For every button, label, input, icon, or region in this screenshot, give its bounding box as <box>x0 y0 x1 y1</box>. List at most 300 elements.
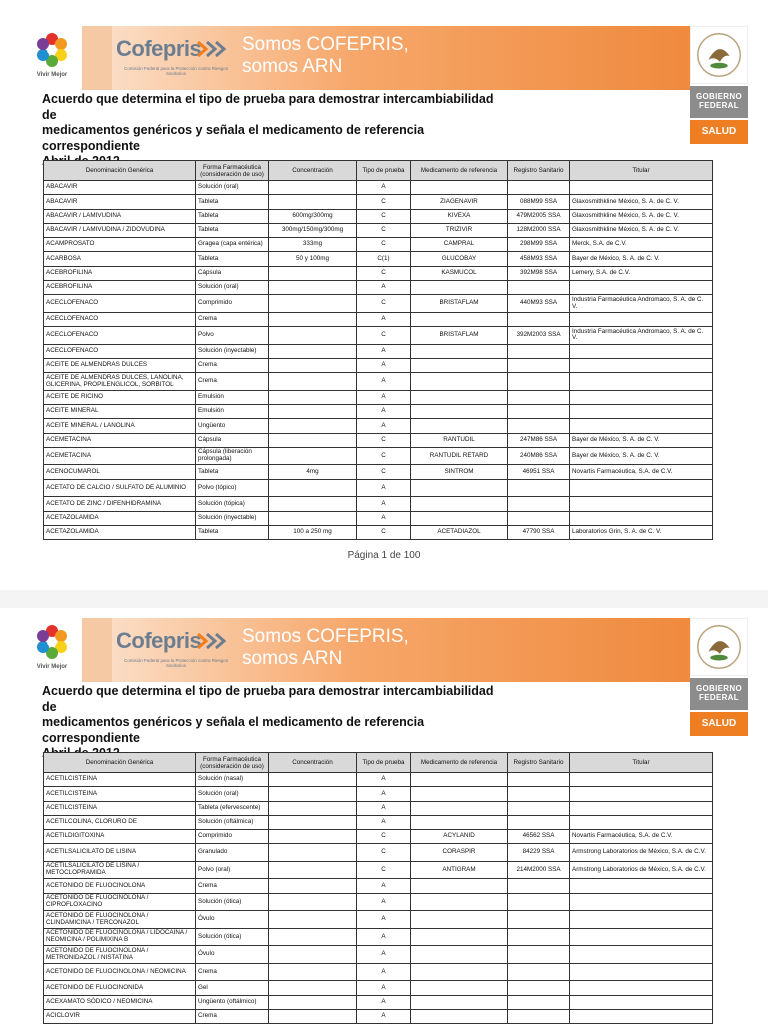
reference-drug-cell: BRISTAFLAM <box>411 327 508 345</box>
test-type-cell: A <box>357 511 411 525</box>
concentration-cell <box>269 195 357 209</box>
test-type-cell: A <box>357 801 411 815</box>
concentration-cell: 333mg <box>269 238 357 252</box>
cofepris-name: Cofepris <box>116 628 202 653</box>
generic-name-cell: ACETAZOLAMIDA <box>44 525 196 539</box>
holder-cell: Novartis Farmacéutica, S.A. de C.V. <box>570 830 713 844</box>
test-type-cell: A <box>357 815 411 829</box>
sanitary-registry-cell: 46562 SSA <box>508 830 570 844</box>
test-type-cell: C <box>357 195 411 209</box>
cofepris-banner <box>82 618 690 682</box>
holder-cell: Bayer de México, S. A. de C. V. <box>570 252 713 266</box>
column-header: Registro Sanitario <box>508 161 570 181</box>
reference-drug-cell <box>411 787 508 801</box>
generic-name-cell: ABACAVIR <box>44 181 196 195</box>
dosage-form-cell: Crema <box>196 312 269 326</box>
column-header: Denominación Genérica <box>44 753 196 773</box>
holder-cell: Bayer de México, S. A. de C. V. <box>570 433 713 447</box>
sanitary-registry-cell <box>508 312 570 326</box>
table-row <box>44 773 713 787</box>
holder-cell: Armstrong Laboratorios de México, S.A. de C.V. <box>570 844 713 862</box>
dosage-form-cell: Tableta <box>196 223 269 237</box>
slogan: Somos COFEPRIS, somos ARN <box>242 626 409 669</box>
holder-cell <box>570 963 713 981</box>
generic-name-cell: ACAMPROSATO <box>44 238 196 252</box>
reference-drug-cell: ACYLANID <box>411 830 508 844</box>
dosage-form-cell: Cápsula <box>196 266 269 280</box>
dosage-form-cell: Solución (oral) <box>196 181 269 195</box>
table-row <box>44 238 713 252</box>
concentration-cell <box>269 405 357 419</box>
generic-name-cell: ACETATO DE CALCIO / SULFATO DE ALUMINIO <box>44 479 196 497</box>
generic-name-cell: ACETONIDO DE FLUOCINOLONA / CIPROFLOXACINO <box>44 893 196 911</box>
holder-cell <box>570 879 713 893</box>
vivir-mejor-logo <box>30 32 74 84</box>
generic-name-cell: ACETONIDO DE FLUOCINONIDA <box>44 981 196 995</box>
generic-name-cell: ACETILCISTEINA <box>44 773 196 787</box>
sanitary-registry-cell <box>508 928 570 946</box>
reference-drug-cell: ANTIGRAM <box>411 861 508 879</box>
holder-cell: Laboratorios Grin, S. A. de C. V. <box>570 525 713 539</box>
concentration-cell <box>269 844 357 862</box>
concentration-cell: 300mg/150mg/300mg <box>269 223 357 237</box>
dosage-form-cell: Solución (tópica) <box>196 497 269 511</box>
dosage-form-cell: Solución (ótica) <box>196 893 269 911</box>
reference-drug-cell <box>411 911 508 929</box>
concentration-cell <box>269 1009 357 1023</box>
coat-of-arms-emblem <box>690 26 748 84</box>
table-row <box>44 266 713 280</box>
reference-drug-cell: ACETADIAZOL <box>411 525 508 539</box>
sanitary-registry-cell <box>508 497 570 511</box>
sanitary-registry-cell <box>508 511 570 525</box>
dosage-form-cell: Comprimido <box>196 295 269 313</box>
column-header: Tipo de prueba <box>357 161 411 181</box>
generic-name-cell: ACENOCUMAROL <box>44 465 196 479</box>
holder-cell <box>570 497 713 511</box>
dosage-form-cell: Polvo (oral) <box>196 861 269 879</box>
reference-drug-cell <box>411 497 508 511</box>
sanitary-registry-cell <box>508 405 570 419</box>
test-type-cell: A <box>357 1009 411 1023</box>
column-header: Forma Farmacéutica (consideración de uso) <box>196 161 269 181</box>
dosage-form-cell: Crema <box>196 963 269 981</box>
reference-drug-cell <box>411 879 508 893</box>
test-type-cell: A <box>357 946 411 964</box>
table-header-row <box>44 161 713 181</box>
concentration-cell <box>269 511 357 525</box>
dosage-form-cell: Granulado <box>196 844 269 862</box>
concentration-cell <box>269 861 357 879</box>
generic-name-cell: ACETILCOLINA, CLORURO DE <box>44 815 196 829</box>
test-type-cell: A <box>357 995 411 1009</box>
sanitary-registry-cell: 46951 SSA <box>508 465 570 479</box>
concentration-cell <box>269 433 357 447</box>
reference-drug-cell <box>411 511 508 525</box>
concentration-cell <box>269 830 357 844</box>
dosage-form-cell: Polvo (tópico) <box>196 479 269 497</box>
reference-drug-cell <box>411 281 508 295</box>
dosage-form-cell: Comprimido <box>196 830 269 844</box>
holder-cell: Bayer de México, S. A. de C. V. <box>570 447 713 465</box>
holder-cell <box>570 405 713 419</box>
generic-name-cell: ACECLOFENACO <box>44 295 196 313</box>
sanitary-registry-cell: 128M2000 SSA <box>508 223 570 237</box>
document-title: Acuerdo que determina el tipo de prueba para demostrar intercambiabilidad de medicamentos genéricos y señala el medicamento de referencia correspondiente <box>42 92 494 153</box>
sanitary-registry-cell <box>508 181 570 195</box>
concentration-cell <box>269 479 357 497</box>
dosage-form-cell: Tableta <box>196 252 269 266</box>
table-row <box>44 525 713 539</box>
test-type-cell: A <box>357 344 411 358</box>
dosage-form-cell: Cápsula (liberación prolongada) <box>196 447 269 465</box>
concentration-cell <box>269 946 357 964</box>
concentration-cell <box>269 447 357 465</box>
cofepris-arrows-icon <box>196 40 228 58</box>
table-row <box>44 879 713 893</box>
cofepris-logo <box>112 622 234 678</box>
reference-drug-cell <box>411 893 508 911</box>
table-row <box>44 861 713 879</box>
cofepris-arrows-icon <box>196 632 228 650</box>
gobierno-federal-label: GOBIERNO FEDERAL <box>690 86 748 118</box>
flower-logo-icon <box>34 624 70 660</box>
test-type-cell: A <box>357 405 411 419</box>
sanitary-registry-cell <box>508 344 570 358</box>
holder-cell <box>570 911 713 929</box>
sanitary-registry-cell <box>508 281 570 295</box>
medications-table <box>43 160 713 540</box>
test-type-cell: A <box>357 787 411 801</box>
reference-drug-cell: ZIAGENAVIR <box>411 195 508 209</box>
table-row <box>44 209 713 223</box>
sanitary-registry-cell: 440M93 SSA <box>508 295 570 313</box>
eagle-emblem-icon <box>691 619 747 675</box>
table-row <box>44 963 713 981</box>
table-row <box>44 981 713 995</box>
dosage-form-cell: Tableta <box>196 195 269 209</box>
dosage-form-cell: Emulsión <box>196 390 269 404</box>
table-row <box>44 911 713 929</box>
vivir-mejor-text: Vivir Mejor <box>36 72 68 78</box>
concentration-cell <box>269 419 357 433</box>
test-type-cell: C <box>357 861 411 879</box>
holder-cell: Industria Farmacéutica Andromaco, S. A. de C. V. <box>570 327 713 345</box>
sanitary-registry-cell <box>508 373 570 391</box>
dosage-form-cell: Tableta <box>196 525 269 539</box>
sanitary-registry-cell <box>508 815 570 829</box>
reference-drug-cell: RANTUDIL <box>411 433 508 447</box>
holder-cell: Novartis Farmacéutica, S.A. de C.V. <box>570 465 713 479</box>
holder-cell <box>570 358 713 372</box>
concentration-cell <box>269 266 357 280</box>
salud-label: SALUD <box>690 712 748 736</box>
holder-cell <box>570 281 713 295</box>
generic-name-cell: ACETILSALICILATO DE LISINA <box>44 844 196 862</box>
concentration-cell <box>269 390 357 404</box>
dosage-form-cell: Cápsula <box>196 433 269 447</box>
test-type-cell: A <box>357 281 411 295</box>
reference-drug-cell <box>411 946 508 964</box>
test-type-cell: A <box>357 358 411 372</box>
reference-drug-cell <box>411 995 508 1009</box>
holder-cell <box>570 946 713 964</box>
holder-cell <box>570 312 713 326</box>
cofepris-name: Cofepris <box>116 36 202 61</box>
vivir-mejor-text: Vivir Mejor <box>36 664 68 670</box>
cofepris-subtitle: Comisión Federal para la Protección contra Riesgos Sanitarios <box>123 66 229 76</box>
reference-drug-cell <box>411 344 508 358</box>
generic-name-cell: ACETONIDO DE FLUOCINOLONA / LIDOCAINA / NEOMICINA / POLIMIXINA B <box>44 928 196 946</box>
holder-cell <box>570 344 713 358</box>
table-row <box>44 373 713 391</box>
generic-name-cell: ACETONIDO DE FLUOCINOLONA <box>44 879 196 893</box>
dosage-form-cell: Tableta (efervescente) <box>196 801 269 815</box>
generic-name-cell: ACETILCISTEINA <box>44 801 196 815</box>
test-type-cell: A <box>357 181 411 195</box>
reference-drug-cell: TRIZIVIR <box>411 223 508 237</box>
sanitary-registry-cell: 298M99 SSA <box>508 238 570 252</box>
generic-name-cell: ACECLOFENACO <box>44 344 196 358</box>
generic-name-cell: ACETONIDO DE FLUOCINOLONA / NEOMICINA <box>44 963 196 981</box>
reference-drug-cell <box>411 405 508 419</box>
generic-name-cell: ACECLOFENACO <box>44 312 196 326</box>
table-row <box>44 844 713 862</box>
table-row <box>44 946 713 964</box>
reference-drug-cell: KIVEXA <box>411 209 508 223</box>
holder-cell <box>570 373 713 391</box>
sanitary-registry-cell: 392M2003 SSA <box>508 327 570 345</box>
test-type-cell: C <box>357 433 411 447</box>
holder-cell <box>570 815 713 829</box>
reference-drug-cell: RANTUDIL RETARD <box>411 447 508 465</box>
sanitary-registry-cell: 088M99 SSA <box>508 195 570 209</box>
table-row <box>44 511 713 525</box>
holder-cell <box>570 893 713 911</box>
sanitary-registry-cell <box>508 981 570 995</box>
sanitary-registry-cell <box>508 946 570 964</box>
sanitary-registry-cell <box>508 911 570 929</box>
dosage-form-cell: Polvo <box>196 327 269 345</box>
concentration-cell <box>269 281 357 295</box>
cofepris-logo <box>112 30 234 86</box>
generic-name-cell: ACEBROFILINA <box>44 266 196 280</box>
table-row <box>44 312 713 326</box>
concentration-cell <box>269 497 357 511</box>
cofepris-banner <box>82 26 690 90</box>
dosage-form-cell: Solución (ótica) <box>196 928 269 946</box>
sanitary-registry-cell <box>508 893 570 911</box>
test-type-cell: A <box>357 373 411 391</box>
reference-drug-cell <box>411 312 508 326</box>
generic-name-cell: ABACAVIR / LAMIVUDINA / ZIDOVUDINA <box>44 223 196 237</box>
table-row <box>44 295 713 313</box>
slogan: Somos COFEPRIS, somos ARN <box>242 34 409 77</box>
dosage-form-cell: Ungüento (oftálmico) <box>196 995 269 1009</box>
reference-drug-cell <box>411 801 508 815</box>
test-type-cell: A <box>357 479 411 497</box>
dosage-form-cell: Gel <box>196 981 269 995</box>
test-type-cell: A <box>357 981 411 995</box>
coat-of-arms-emblem <box>690 618 748 676</box>
sanitary-registry-cell <box>508 787 570 801</box>
reference-drug-cell <box>411 1009 508 1023</box>
sanitary-registry-cell: 240M86 SSA <box>508 447 570 465</box>
table-row <box>44 995 713 1009</box>
test-type-cell: A <box>357 773 411 787</box>
generic-name-cell: ACEITE DE ALMENDRAS DULCES, LANOLINA, GLICERINA, PROPILENGLICOL, SORBITOL <box>44 373 196 391</box>
holder-cell: Armstrong Laboratorios de México, S.A. de C.V. <box>570 861 713 879</box>
sanitary-registry-cell <box>508 358 570 372</box>
concentration-cell: 100 a 250 mg <box>269 525 357 539</box>
table-row <box>44 405 713 419</box>
holder-cell <box>570 181 713 195</box>
sanitary-registry-cell: 47790 SSA <box>508 525 570 539</box>
document-page-2 <box>0 608 768 1024</box>
column-header: Medicamento de referencia <box>411 161 508 181</box>
table-row <box>44 433 713 447</box>
table-row <box>44 497 713 511</box>
holder-cell: Glaxosmithkline México, S. A. de C. V. <box>570 223 713 237</box>
test-type-cell: A <box>357 963 411 981</box>
concentration-cell: 50 y 100mg <box>269 252 357 266</box>
dosage-form-cell: Solución (oftálmica) <box>196 815 269 829</box>
dosage-form-cell: Tableta <box>196 465 269 479</box>
test-type-cell: A <box>357 419 411 433</box>
holder-cell: Glaxosmithkline México, S. A. de C. V. <box>570 209 713 223</box>
test-type-cell: C <box>357 844 411 862</box>
concentration-cell <box>269 928 357 946</box>
document-title: Acuerdo que determina el tipo de prueba para demostrar intercambiabilidad de medicamentos genéricos y señala el medicamento de referencia correspondiente <box>42 684 494 745</box>
dosage-form-cell: Gragea (capa entérica) <box>196 238 269 252</box>
generic-name-cell: ABACAVIR / LAMIVUDINA <box>44 209 196 223</box>
test-type-cell: C <box>357 209 411 223</box>
concentration-cell <box>269 801 357 815</box>
sanitary-registry-cell: 247M86 SSA <box>508 433 570 447</box>
test-type-cell: A <box>357 928 411 946</box>
sanitary-registry-cell: 392M98 SSA <box>508 266 570 280</box>
table-row <box>44 928 713 946</box>
holder-cell: Glaxosmithkline México, S. A. de C. V. <box>570 195 713 209</box>
column-header: Registro Sanitario <box>508 753 570 773</box>
reference-drug-cell: CORASPIR <box>411 844 508 862</box>
column-header: Titular <box>570 753 713 773</box>
generic-name-cell: ACEMETACINA <box>44 433 196 447</box>
dosage-form-cell: Crema <box>196 879 269 893</box>
generic-name-cell: ACEMETACINA <box>44 447 196 465</box>
test-type-cell: A <box>357 879 411 893</box>
concentration-cell <box>269 787 357 801</box>
concentration-cell <box>269 295 357 313</box>
dosage-form-cell: Óvulo <box>196 911 269 929</box>
test-type-cell: C <box>357 327 411 345</box>
table-row <box>44 465 713 479</box>
reference-drug-cell <box>411 928 508 946</box>
column-header: Denominación Genérica <box>44 161 196 181</box>
salud-label: SALUD <box>690 120 748 144</box>
holder-cell <box>570 511 713 525</box>
table-row <box>44 830 713 844</box>
column-header: Titular <box>570 161 713 181</box>
concentration-cell <box>269 995 357 1009</box>
concentration-cell <box>269 327 357 345</box>
concentration-cell <box>269 312 357 326</box>
dosage-form-cell: Solución (nasal) <box>196 773 269 787</box>
test-type-cell: A <box>357 911 411 929</box>
generic-name-cell: ACICLOVIR <box>44 1009 196 1023</box>
holder-cell <box>570 801 713 815</box>
table-row <box>44 815 713 829</box>
reference-drug-cell: GLUCOBAY <box>411 252 508 266</box>
test-type-cell: C <box>357 465 411 479</box>
concentration-cell: 4mg <box>269 465 357 479</box>
holder-cell <box>570 390 713 404</box>
dosage-form-cell: Crema <box>196 1009 269 1023</box>
sanitary-registry-cell: 84229 SSA <box>508 844 570 862</box>
test-type-cell: C <box>357 295 411 313</box>
generic-name-cell: ABACAVIR <box>44 195 196 209</box>
table-row <box>44 195 713 209</box>
holder-cell <box>570 928 713 946</box>
test-type-cell: A <box>357 390 411 404</box>
reference-drug-cell <box>411 773 508 787</box>
reference-drug-cell <box>411 963 508 981</box>
table-row <box>44 358 713 372</box>
dosage-form-cell: Crema <box>196 358 269 372</box>
sanitary-registry-cell: 458M93 SSA <box>508 252 570 266</box>
test-type-cell: A <box>357 893 411 911</box>
test-type-cell: C <box>357 223 411 237</box>
table-row <box>44 447 713 465</box>
table-row <box>44 479 713 497</box>
column-header: Concentración <box>269 161 357 181</box>
sanitary-registry-cell <box>508 801 570 815</box>
concentration-cell: 600mg/300mg <box>269 209 357 223</box>
test-type-cell: C <box>357 447 411 465</box>
column-header: Tipo de prueba <box>357 753 411 773</box>
holder-cell <box>570 1009 713 1023</box>
sanitary-registry-cell <box>508 773 570 787</box>
test-type-cell: A <box>357 497 411 511</box>
reference-drug-cell <box>411 390 508 404</box>
sanitary-registry-cell: 479M2005 SSA <box>508 209 570 223</box>
generic-name-cell: ACEITE MINERAL / LANOLINA <box>44 419 196 433</box>
concentration-cell <box>269 358 357 372</box>
generic-name-cell: ACEITE DE RICINO <box>44 390 196 404</box>
table-body <box>44 773 713 1024</box>
table-header-row <box>44 753 713 773</box>
generic-name-cell: ACETILCISTEINA <box>44 787 196 801</box>
page-separator <box>0 590 768 608</box>
dosage-form-cell: Óvulo <box>196 946 269 964</box>
table-row <box>44 1009 713 1023</box>
column-header: Concentración <box>269 753 357 773</box>
table-row <box>44 344 713 358</box>
generic-name-cell: ACEITE DE ALMENDRAS DULCES <box>44 358 196 372</box>
concentration-cell <box>269 879 357 893</box>
concentration-cell <box>269 373 357 391</box>
generic-name-cell: ACEITE MINERAL <box>44 405 196 419</box>
holder-cell: Industria Farmacéutica Andromaco, S. A. de C. V. <box>570 295 713 313</box>
reference-drug-cell: BRISTAFLAM <box>411 295 508 313</box>
sanitary-registry-cell <box>508 390 570 404</box>
table-row <box>44 893 713 911</box>
cofepris-subtitle: Comisión Federal para la Protección contra Riesgos Sanitarios <box>123 658 229 668</box>
medications-table <box>43 752 713 1024</box>
table-row <box>44 223 713 237</box>
vivir-mejor-logo <box>30 624 74 676</box>
table-row <box>44 390 713 404</box>
